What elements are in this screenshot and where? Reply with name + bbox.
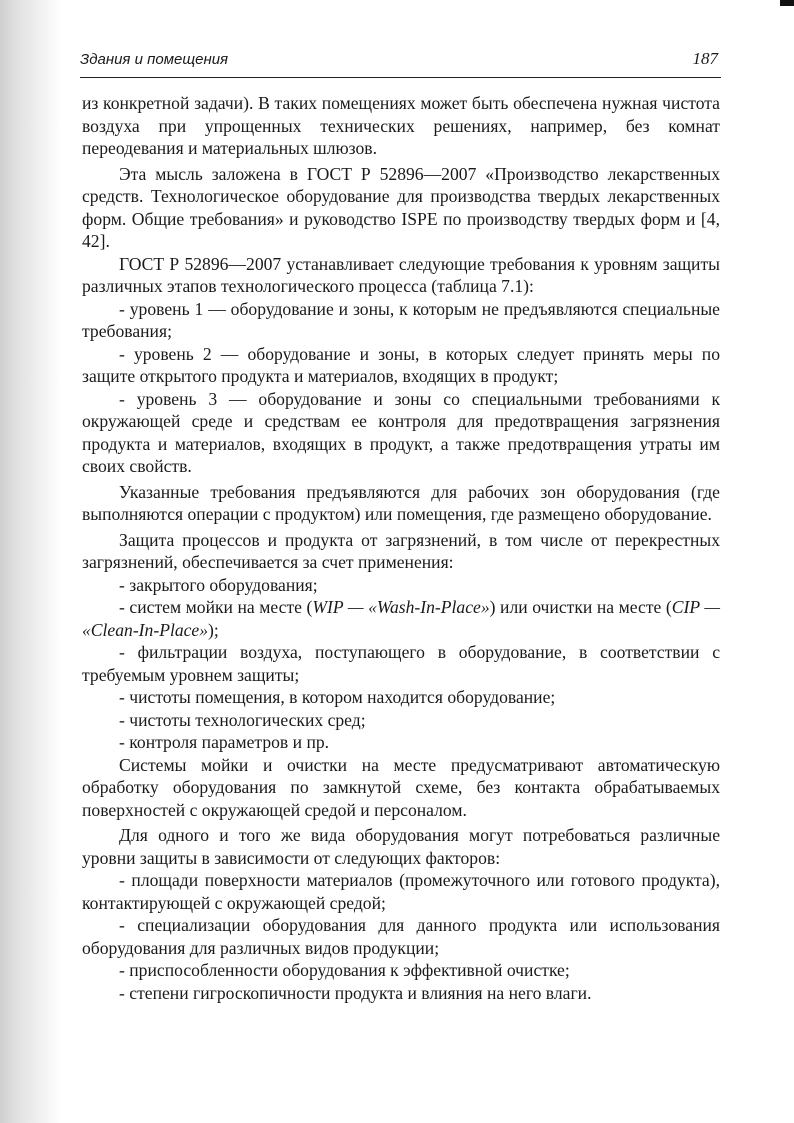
list-item: - уровень 2 — оборудование и зоны, в которых следует принять меры по защите открытого продукта и материалов, входящих в продукт; (82, 343, 720, 386)
cip-term: CIP — «Clean-In-Place» (82, 597, 720, 640)
list-item-text: ); (208, 619, 219, 640)
list-item: - чистоты технологических сред; (119, 709, 366, 730)
paragraph: Защита процессов и продукта от загрязнений, в том числе от перекрестных загрязнений, обеспечивается за счет применения: (82, 529, 720, 572)
header-rule (80, 77, 721, 78)
paragraph: Эта мысль заложена в ГОСТ Р 52896—2007 «Производство лекарственных средств. Технологическое оборудование для производства твердых лекарственных форм. Общие требования» и руководство ISPE по производству твердых форм и [4, 42]. (82, 163, 720, 251)
scan-corner-mark (780, 0, 794, 6)
paragraph: Системы мойки и очистки на месте предусматривают автоматическую обработку оборудования по замкнутой схеме, без контакта обрабатываемых поверхностей с окружающей средой и персоналом. (82, 754, 720, 820)
list-item: - степени гигроскопичности продукта и влияния на него влаги. (119, 982, 592, 1003)
wip-term: WIP — «Wash-In-Place» (312, 597, 490, 617)
list-item: - закрытого оборудования; (119, 574, 318, 595)
running-title: Здания и помещения (80, 51, 229, 68)
page-edge-shadow (0, 0, 62, 1123)
page-number: 187 (692, 49, 718, 68)
list-item: - контроля параметров и пр. (119, 732, 330, 752)
list-item: - специализации оборудования для данного продукта или использования оборудования для различных видов продукции; (82, 915, 720, 958)
list-item: - уровень 1 — оборудование и зоны, к которым не предъявляются специальные требования; (82, 298, 720, 341)
list-item-text: ) или очистки на месте ( (489, 597, 672, 617)
paragraph: ГОСТ Р 52896—2007 устанавливает следующие требования к уровням защиты различных этапов технологического процесса (таблица 7.1): (82, 253, 720, 296)
paragraph: Указанные требования предъявляются для рабочих зон оборудования (где выполняются операции с продуктом) или помещения, где размещено оборудование. (82, 481, 720, 524)
list-item: - приспособленности оборудования к эффективной очистке; (119, 960, 570, 980)
list-item: - чистоты помещения, в котором находится оборудование; (119, 687, 556, 707)
page-body (82, 92, 720, 1004)
paragraph: Для одного и того же вида оборудования могут потребоваться различные уровни защиты в зависимости от следующих факторов: (82, 825, 720, 868)
paragraph: из конкретной задачи). В таких помещениях может быть обеспечена нужная чистота воздуха при упрощенных технических решениях, например, без комнат переодевания и материальных шлюзов. (82, 93, 720, 158)
list-item: - уровень 3 — оборудование и зоны со специальными требованиями к окружающей среде и средствам ее контроля для предотвращения загрязнения продукта и материалов, входящих в продукт, а также предотвращения утраты им своих свойств. (82, 388, 720, 476)
list-item: - фильтрации воздуха, поступающего в оборудование, в соответствии с требуемым уровнем защиты; (82, 642, 720, 685)
list-item-text: - систем мойки на месте ( (119, 597, 313, 617)
page-header (80, 47, 720, 77)
list-item (82, 596, 720, 641)
list-item: - площади поверхности материалов (промежуточного или готового продукта), контактирующей с окружающей средой; (82, 870, 720, 913)
